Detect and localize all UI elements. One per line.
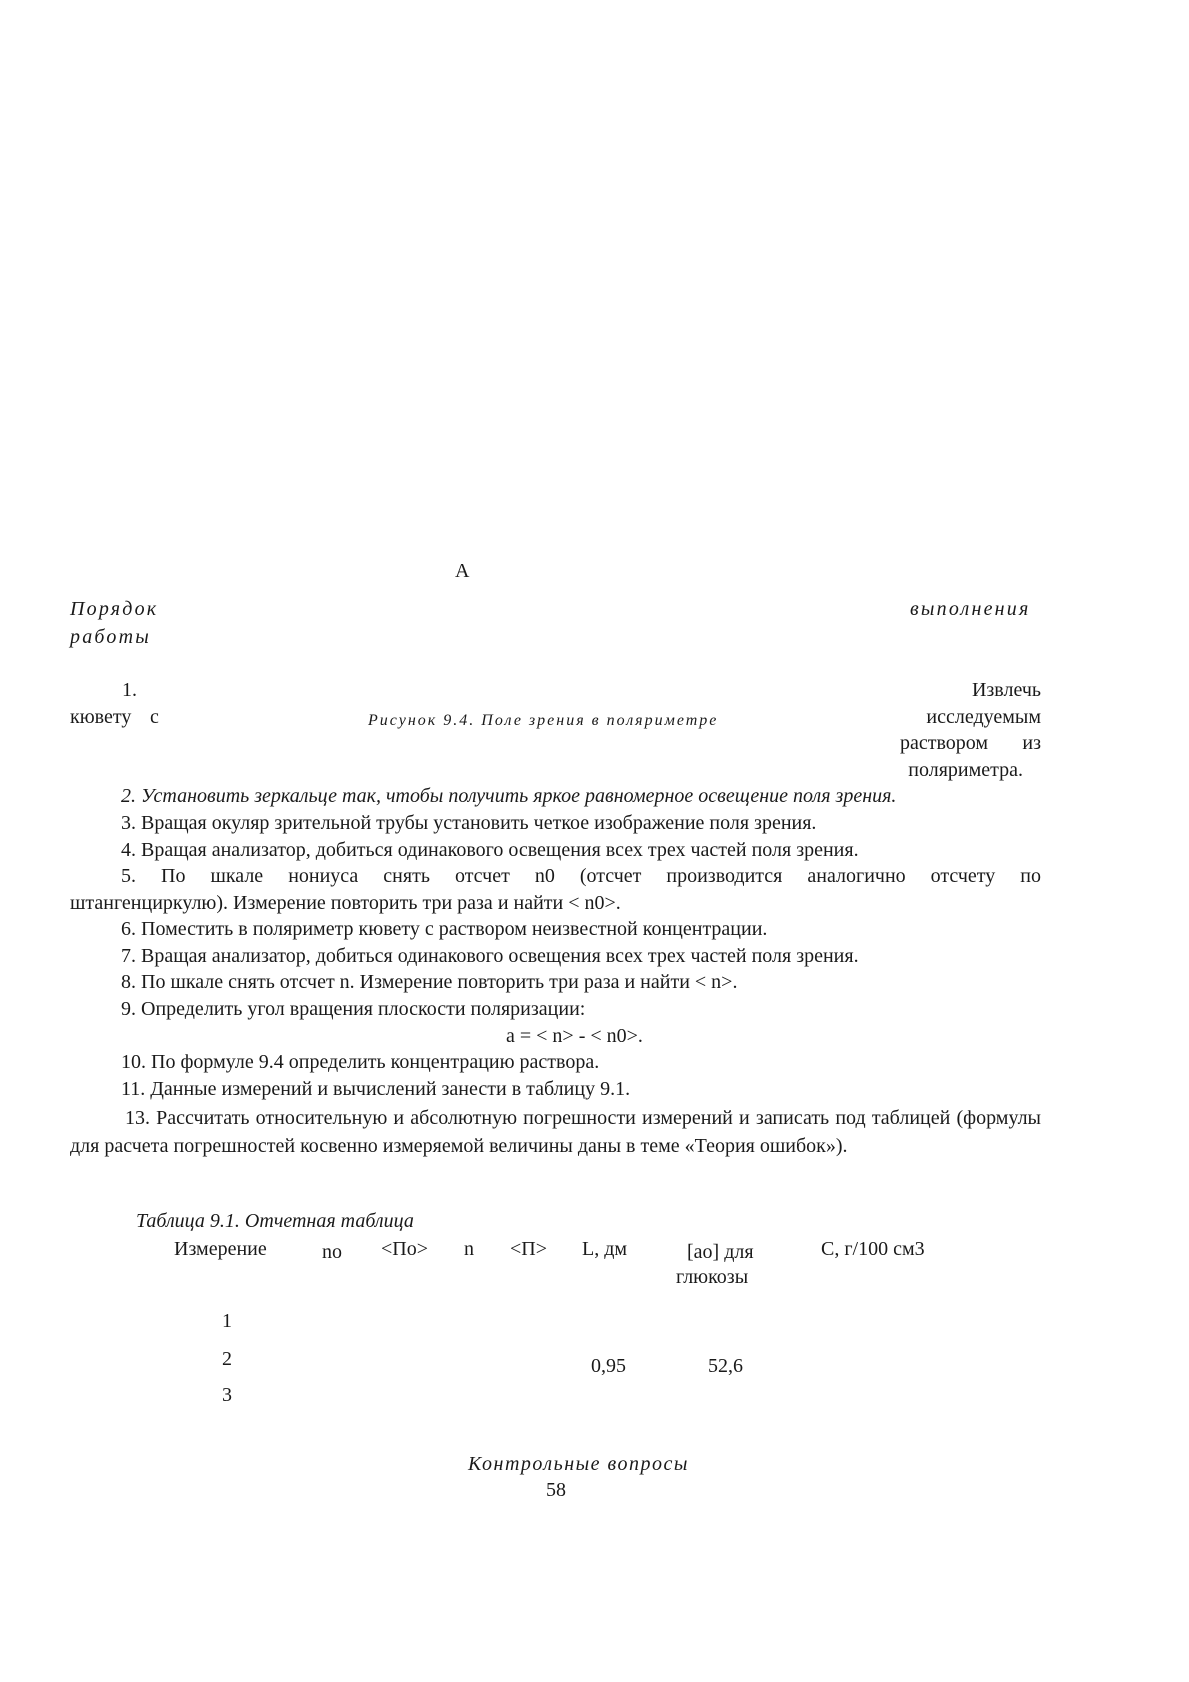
step-5-line-1: 5. По шкале нониуса снять отсчет n0 (отсчет производится аналогично отсчету по <box>121 865 1041 887</box>
step-5-line-2: штангенциркулю). Измерение повторить три раза и найти < n0>. <box>70 892 621 914</box>
page-number: 58 <box>546 1479 566 1501</box>
step-1-number: 1. <box>122 679 137 701</box>
step-1-text-2b: с <box>150 706 159 728</box>
step-1-text-3: исследуемым <box>926 706 1041 728</box>
heading-word-3: работы <box>70 626 151 648</box>
step-9: 9. Определить угол вращения плоскости поляризации: <box>121 998 586 1020</box>
step-13: 13. Рассчитать относительную и абсолютную погрешности измерений и записать под таблицей (формулы для расчета погрешностей косвенно измеряемой величины даны в теме «Теория ошибок»). <box>70 1107 1041 1157</box>
heading-word-1: Порядок <box>70 598 159 620</box>
step-1-text-5: поляриметра. <box>908 759 1023 781</box>
table-header-avg-n: <П> <box>510 1238 548 1260</box>
step-1-text-1: Извлечь <box>971 679 1041 701</box>
step-2: 2. Установить зеркальце так, чтобы получить яркое равномерное освещение поля зрения. <box>121 785 897 807</box>
step-10: 10. По формуле 9.4 определить концентрацию раствора. <box>121 1051 600 1073</box>
table-header-n: n <box>464 1238 474 1260</box>
table-cell-L: 0,95 <box>591 1355 626 1377</box>
step-8: 8. По шкале снять отсчет n. Измерение повторить три раза и найти < n>. <box>121 971 738 993</box>
step-3: 3. Вращая окуляр зрительной трубы установить четкое изображение поля зрения. <box>121 812 817 834</box>
step-1-text-2: кювету <box>70 706 132 728</box>
table-header-L: L, дм <box>582 1238 628 1260</box>
step-1-text-4a: раствором <box>900 732 989 754</box>
step-1-text-4b: из <box>1022 732 1041 754</box>
table-header-ao-1: [ao] для <box>687 1241 754 1263</box>
section-title-control-questions: Контрольные вопросы <box>468 1453 689 1475</box>
heading-word-2: выполнения <box>910 598 1031 620</box>
table-row-1: 1 <box>222 1310 232 1332</box>
table-header-avg-no: <По> <box>381 1238 429 1260</box>
step-7: 7. Вращая анализатор, добиться одинакового освещения всех трех частей поля зрения. <box>121 945 859 967</box>
table-cell-ao: 52,6 <box>708 1355 743 1377</box>
formula-angle: a = < n> - < n0>. <box>506 1025 643 1047</box>
table-caption: Таблица 9.1. Отчетная таблица <box>136 1210 414 1232</box>
step-6: 6. Поместить в поляриметр кювету с раствором неизвестной концентрации. <box>121 918 768 940</box>
table-header-measurement: Измерение <box>174 1238 267 1260</box>
table-header-ao-2: глюкозы <box>676 1266 749 1288</box>
table-row-3: 3 <box>222 1384 232 1406</box>
table-header-C: C, г/100 см3 <box>821 1238 925 1260</box>
figure-label-a: А <box>455 560 470 582</box>
step-11: 11. Данные измерений и вычислений занести в таблицу 9.1. <box>121 1078 631 1100</box>
figure-caption: Рисунок 9.4. Поле зрения в поляриметре <box>368 712 719 729</box>
step-4: 4. Вращая анализатор, добиться одинакового освещения всех трех частей поля зрения. <box>121 839 859 861</box>
table-row-2: 2 <box>222 1348 232 1370</box>
table-header-no: no <box>322 1241 342 1263</box>
